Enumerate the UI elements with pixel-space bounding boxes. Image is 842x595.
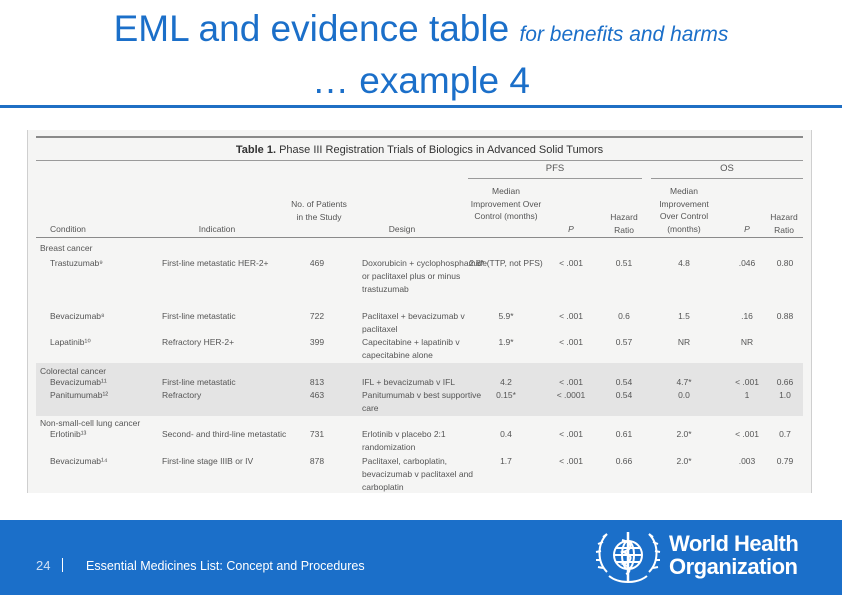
cell-design: Capecitabine + lapatinib v capecitabine alone <box>362 337 460 360</box>
cell-indication: Refractory <box>162 390 202 400</box>
header-pfs-median: Median Improvement Over Control (months) <box>470 186 542 221</box>
header-os-median: Median Improvement Over Control (months) <box>659 186 709 234</box>
cell-design: Paclitaxel, carboplatin, bevacizumab v paclitaxel and carboplatin <box>362 456 474 492</box>
title-main: EML and evidence table <box>113 8 510 49</box>
group-header-os: OS <box>720 163 734 174</box>
cell-pfs-p: < .001 <box>559 429 583 439</box>
group-header-pfs: PFS <box>545 163 565 174</box>
table-row <box>36 455 803 493</box>
page-number: 24 <box>36 558 51 573</box>
organization-name-line-1: World Health <box>669 531 799 556</box>
cell-pfs-hr: 0.54 <box>615 390 633 400</box>
table-top-rule <box>36 136 803 138</box>
cell-os-median: 4.8 <box>678 258 690 268</box>
cell-indication: First-line metastatic <box>162 311 236 321</box>
cell-indication: First-line metastatic <box>162 377 236 387</box>
cell-os-median: 1.5 <box>678 311 690 321</box>
cell-no-patients: 463 <box>309 390 325 400</box>
cell-condition: Lapatinib¹⁰ <box>50 337 91 347</box>
slide-footer <box>0 520 842 595</box>
cell-os-p: .003 <box>738 456 756 466</box>
cell-pfs-hr: 0.54 <box>615 377 633 387</box>
cell-os-hr: 0.7 <box>779 429 791 439</box>
title-line-2: … example 4 <box>312 60 530 101</box>
cell-condition: Erlotinib¹³ <box>50 429 87 439</box>
cell-design: Doxorubicin + cyclophosphamide or paclitaxel plus or minus trastuzumab <box>362 258 487 294</box>
header-design: Design <box>388 224 416 234</box>
cell-design: IFL + bevacizumab v IFL <box>362 377 455 387</box>
cell-pfs-median: 1.7 <box>500 456 512 466</box>
table-row <box>36 257 803 297</box>
cell-os-hr: 0.88 <box>776 311 794 321</box>
cell-os-p: .046 <box>738 258 756 268</box>
cell-os-median: 0.0 <box>678 390 690 400</box>
cell-pfs-median: 0.15* <box>496 390 516 400</box>
title-divider <box>0 105 842 108</box>
cell-os-median: 4.7* <box>676 377 692 387</box>
cell-os-hr: 0.79 <box>776 456 794 466</box>
cell-os-p: .16 <box>741 311 753 321</box>
group-rule-pfs <box>468 178 642 179</box>
header-pfs-hazard-ratio: Hazard Ratio <box>610 212 638 235</box>
cell-pfs-p: < .001 <box>559 337 583 347</box>
cell-pfs-median: 1.9* <box>498 337 514 347</box>
cell-no-patients: 469 <box>309 258 325 268</box>
cell-indication: First-line stage IIIB or IV <box>162 456 254 466</box>
cell-indication: Second- and third-line metastatic <box>162 429 287 439</box>
cell-no-patients: 722 <box>309 311 325 321</box>
cell-no-patients: 813 <box>309 377 325 387</box>
header-indication: Indication <box>198 224 236 234</box>
cell-indication: First-line metastatic HER-2+ <box>162 258 269 268</box>
cell-os-hr: 1.0 <box>779 390 791 400</box>
slide-title <box>0 6 842 104</box>
header-condition: Condition <box>50 224 86 234</box>
cell-os-hr: 0.80 <box>776 258 794 268</box>
table-caption-rule <box>36 160 803 161</box>
table-row <box>36 389 803 429</box>
cell-os-p: NR <box>740 337 754 347</box>
cell-pfs-median: 4.2 <box>500 377 512 387</box>
organization-name <box>669 532 798 578</box>
cell-pfs-hr: 0.61 <box>615 429 633 439</box>
footer-caption: Essential Medicines List: Concept and Procedures <box>86 559 365 573</box>
cell-os-p: 1 <box>744 390 750 400</box>
cell-no-patients: 399 <box>309 337 325 347</box>
cell-pfs-p: < .001 <box>559 258 583 268</box>
cell-pfs-hr: 0.6 <box>618 311 630 321</box>
cell-no-patients: 878 <box>309 456 325 466</box>
cell-pfs-p: < .001 <box>559 456 583 466</box>
table-caption-label: Table 1. <box>235 144 277 156</box>
cell-os-median: 2.0* <box>676 429 692 439</box>
header-no-patients: No. of Patients in the Study <box>291 199 347 222</box>
cell-design: Erlotinib v placebo 2:1 randomization <box>362 429 446 452</box>
cell-pfs-p: < .001 <box>559 377 583 387</box>
cell-os-hr: 0.66 <box>776 377 794 387</box>
cell-pfs-p: < .0001 <box>556 390 586 400</box>
cell-condition: Panitumumab¹² <box>50 390 109 400</box>
table-caption <box>36 144 803 156</box>
organization-name-line-2: Organization <box>669 554 798 579</box>
title-line-1 <box>0 6 842 58</box>
cell-condition: Trastuzumab⁹ <box>50 258 103 268</box>
cell-condition: Bevacizumab¹¹ <box>50 377 107 387</box>
cell-pfs-hr: 0.66 <box>615 456 633 466</box>
cell-pfs-hr: 0.57 <box>615 337 633 347</box>
header-pfs-p: P <box>568 224 574 234</box>
evidence-table <box>36 130 803 493</box>
cell-no-patients: 731 <box>309 429 325 439</box>
header-os-hazard-ratio: Hazard Ratio <box>770 212 798 235</box>
cell-pfs-hr: 0.51 <box>615 258 633 268</box>
evidence-table-image <box>27 130 812 493</box>
cell-os-p: < .001 <box>735 429 759 439</box>
header-os-p: P <box>744 224 750 234</box>
table-caption-text: Phase III Registration Trials of Biologics in Advanced Solid Tumors <box>279 144 604 156</box>
page-number-divider <box>62 558 63 572</box>
section-header-colorectal: Colorectal cancer <box>40 366 107 376</box>
cell-pfs-p: < .001 <box>559 311 583 321</box>
cell-condition: Bevacizumab⁸ <box>50 311 105 321</box>
cell-pfs-median: 5.9* <box>498 311 514 321</box>
cell-os-median: NR <box>677 337 691 347</box>
cell-design: Paclitaxel + bevacizumab v paclitaxel <box>362 311 465 334</box>
cell-pfs-median: 0.4 <box>500 429 512 439</box>
cell-indication: Refractory HER-2+ <box>162 337 235 347</box>
cell-os-p: < .001 <box>735 377 759 387</box>
header-rule <box>36 237 803 238</box>
who-emblem-icon <box>593 522 663 592</box>
group-rule-os <box>651 178 803 179</box>
title-subtitle: for benefits and harms <box>519 23 729 46</box>
section-header-nsclc: Non-small-cell lung cancer <box>40 418 141 428</box>
cell-condition: Bevacizumab¹⁴ <box>50 456 108 466</box>
cell-os-median: 2.0* <box>676 456 692 466</box>
cell-design: Panitumumab v best supportive care <box>362 390 482 413</box>
section-header-breast: Breast cancer <box>40 243 93 253</box>
cell-pfs-median: 2.8* (TTP, not PFS) <box>469 258 543 268</box>
